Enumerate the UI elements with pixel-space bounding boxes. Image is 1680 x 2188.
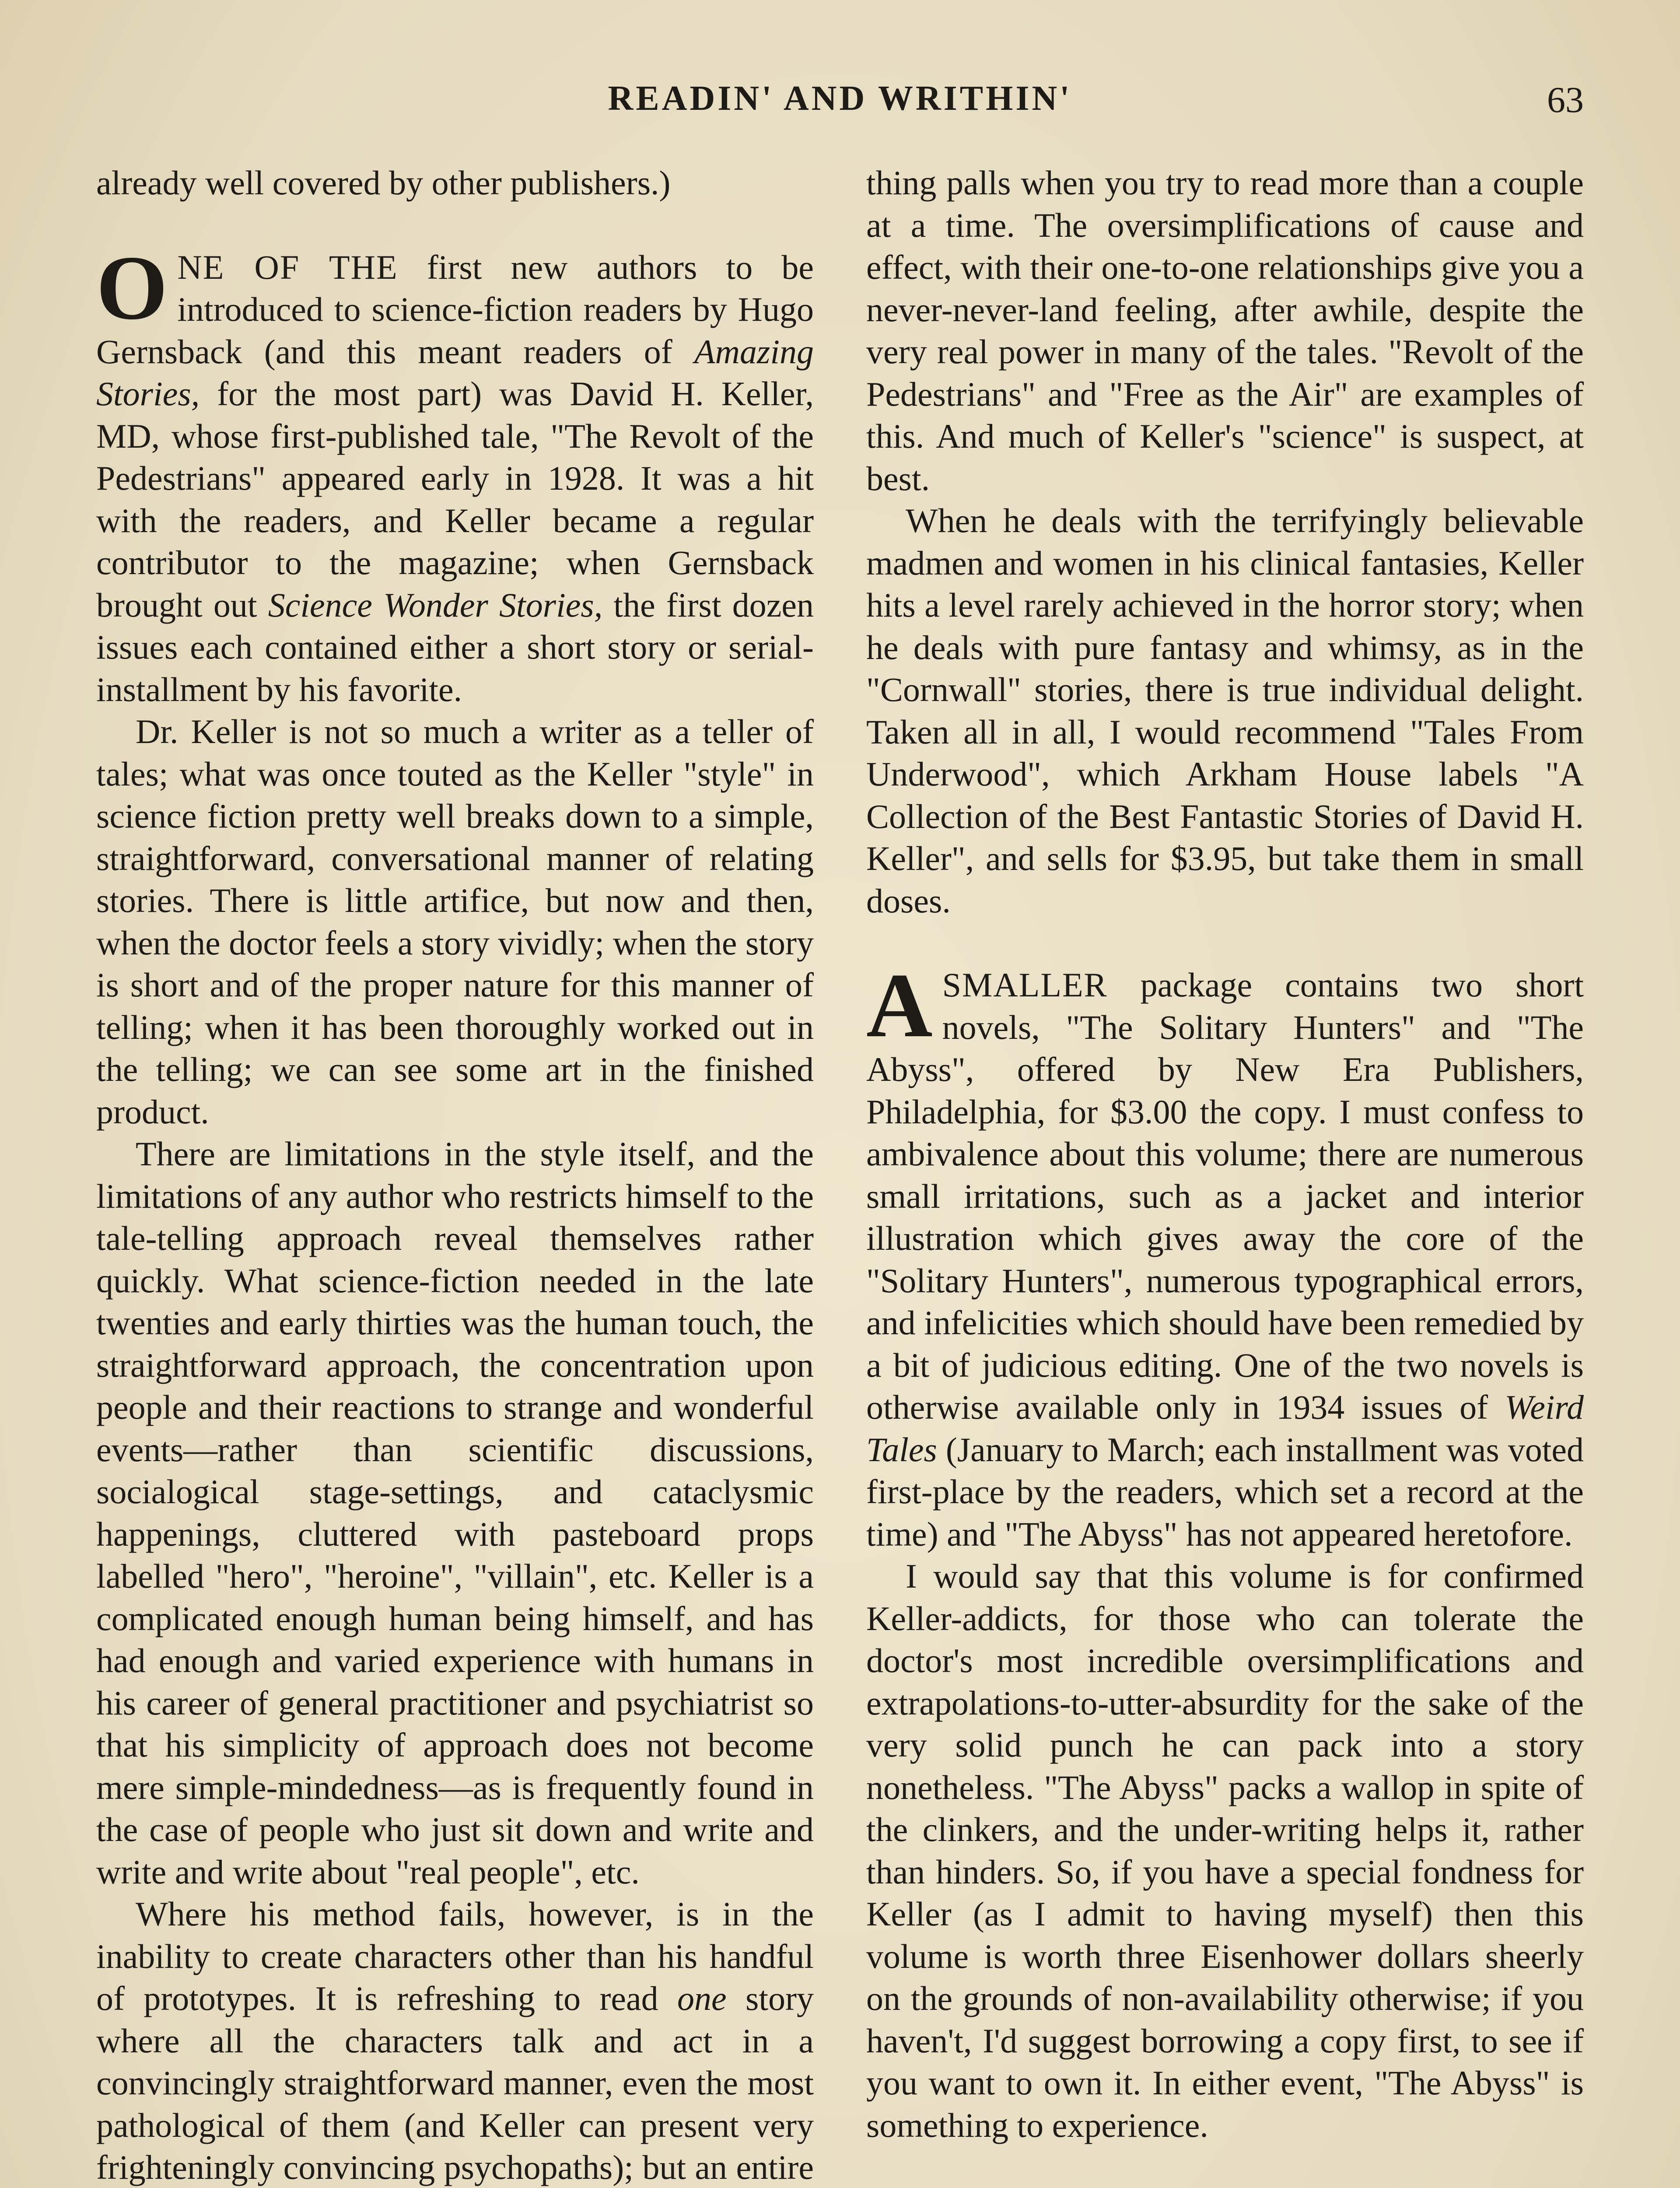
paragraph: I would say that this volume is for confirmed Keller-addicts, for those who can tolerate the doctor's most incredible oversimplifications and extrapolations-to-utter-absurdity for the sake of the very solid punch he can pack into a story nonetheless. "The Abyss" packs a wallop in spite of the clinkers, and the under-writing helps it, rather than hinders. So, if you have a special fondness for Keller (as I admit to having myself) then this volume is worth three Eisenhower dollars sheerly on the grounds of non-availability otherwise; if you haven't, I'd suggest borrowing a copy first, to see if you want to own it. In either event, "The Abyss" is something to experience. [866,1557,1584,2144]
drop-cap: O [96,237,168,339]
magazine-title: Science Wonder Stories, [268,586,603,624]
running-title: READIN' AND WRITHIN' [608,79,1072,118]
paragraph: There are limitations in the style itself, and the limitations of any author who restricts himself to the tale-telling approach reveal themselves rather quickly. What science-fiction needed in the late twenties and early thirties was the human touch, the straightforward approach, the concentration upon people and their reactions to strange and wonderful events—rather than scientific discussions, socialogical stage-settings, and cataclysmic happenings, cluttered with pasteboard props labelled "hero", "heroine", "villain", etc. Keller is a complicated enough human being himself, and has had enough and varied experience with humans in his career of general practitioner and psychiatrist so that his simplicity of approach does not become mere simple-mindedness—as is frequently found in the case of people who just sit down and write and write and write about "real people", etc. [96,1135,814,1891]
section-opening-paragraph: ASMALLER package contains two short novels, "The Solitary Hunters" and "The Abyss", offered by New Era Publishers, Philadelphia, for $3.00 the copy. I must confess to ambivalence about this volume; there are numerous small irritations, such as a jacket and interior illustration which gives away the core of the "Solitary Hunters", numerous typographical errors, and infelicities which should have been remedied by a bit of judicious editing. One of the two novels is otherwise available only in 1934 issues of Weird Tales (January to March; each installment was voted first-place by the readers, which set a record at the time) and "The Abyss" has not appeared heretofore. [866,955,1584,1553]
page-number: 63 [1547,80,1584,120]
drop-cap: A [866,955,933,1056]
paragraph: When he deals with the terrifyingly believable madmen and women in his clinical fantasies, Keller hits a level rarely achieved in the horror story; when he deals with pure fantasy and whimsy, as in the "Cornwall" stories, there is true individual delight. Taken all in all, I would recommend "Tales From Underwood", which Arkham House labels "A Collection of the Best Fantastic Stories of David H. Keller", and sells for $3.95, but take them in small doses. [866,501,1584,920]
left-column [96,162,814,2188]
page-header [96,74,1584,127]
lead-in: NE OF THE [177,248,398,286]
paragraph: Dr. Keller is not so much a writer as a teller of tales; what was once touted as the Keller "style" in science fiction pretty well breaks down to a simple, straightforward, conversational manner of relating stories. There is little artifice, but now and then, when the doctor feels a story vividly; when the story is short and of the proper nature for this manner of telling; when it has been thoroughly worked out in the telling; we can see some art in the finished product. [96,712,814,1131]
paragraph: Where his method fails, however, is in the inability to create characters other than his handful of prototypes. It is refreshing to read one story where all the characters talk and act in a convincingly straightforward manner, even the most pathological of them (and Keller can present very frighteningly convincing psychopaths); but an entire [96,1895,814,2186]
section-opening-paragraph: ONE OF THE first new authors to be introduced to science-fiction readers by Hugo Gernsback (and this meant readers of Amazing Stories, for the most part) was David H. Keller, MD, whose first-published tale, "The Revolt of the Pedestrians" appeared early in 1928. It was a hit with the readers, and Keller became a regular contributor to the magazine; when Gernsback brought out Science Wonder Stories, the first dozen issues each contained either a short story or serial-installment by his favorite. [96,237,814,708]
lead-in: SMALLER [942,966,1108,1004]
paragraph: thing palls when you try to read more than a couple at a time. The oversimplifications of cause and effect, with their one-to-one relationships give you a never-never-land feeling, after awhile, despite the very real power in many of the tales. "Revolt of the Pedestrians" and "Free as the Air" are examples of this. And much of Keller's "science" is suspect, at best. [866,164,1584,498]
right-column [866,162,1584,2146]
magazine-title: Amazing Stories, [96,332,814,413]
paragraph: already well covered by other publishers.) [96,164,671,202]
magazine-title: Weird Tales [866,1388,1584,1469]
emphasis: one [677,1979,727,2017]
